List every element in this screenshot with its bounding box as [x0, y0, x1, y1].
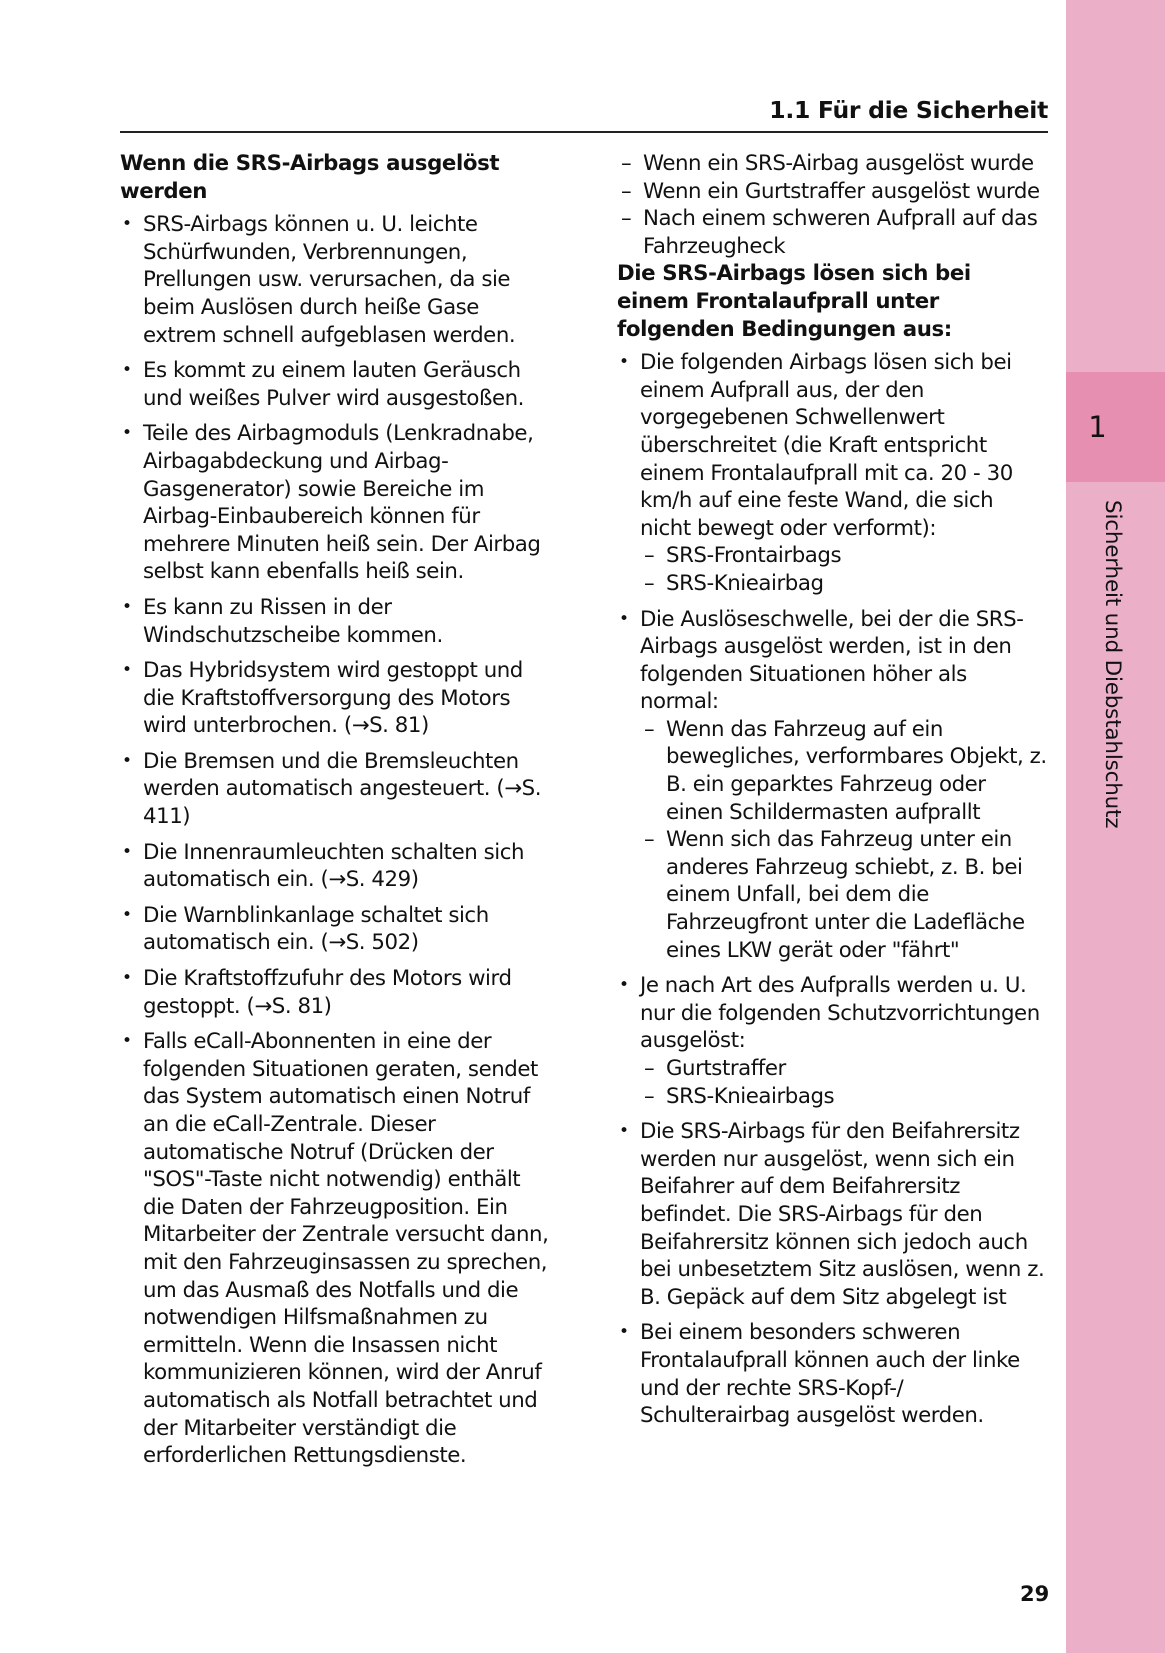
page-number: 29 — [1020, 1582, 1050, 1606]
sub-dash-list — [640, 716, 1047, 964]
continued-dash-list — [617, 150, 1047, 260]
list-item: • Es kommt zu einem lauten Geräusch und weißes Pulver wird ausgestoßen. — [120, 357, 550, 412]
list-item: • Falls eCall-Abonnenten in eine der folgenden Situationen geraten, sendet das System automatisch einen Notruf an die eCall-Zentrale. Dieser automatische Notruf (Drücken der "SOS"-Taste nicht notwendig) enthält die Daten der Fahrzeugposition. Ein Mitarbeiter der Zentrale versucht dann, mit den Fahrzeuginsassen zu sprechen, um das Ausmaß des Notfalls und die notwendigen Hilfsmaßnahmen zu ermitteln. Wenn die Insassen nicht kommunizieren können, wird der Anruf automatisch als Notfall betrachtet und der Mitarbeiter verständigt die erforderlichen Rettungsdienste. — [120, 1028, 550, 1470]
chapter-tab — [1066, 372, 1165, 482]
chapter-number: 1 — [1088, 410, 1107, 444]
left-bullet-list — [120, 211, 550, 1470]
left-heading: Wenn die SRS-Airbags ausgelöst werden — [120, 151, 500, 204]
list-item: • Die Auslöseschwelle, bei der die SRS-Airbags ausgelöst werden, ist in den folgenden Situationen höher als normal: – Wenn das Fahrzeug auf ein bewegliches, verformbares Objekt, z. B. ein geparktes Fahrzeug oder einen Schildermasten aufprallt – Wenn sich das Fahrzeug unter ein anderes Fahrzeug schiebt, z. B. bei einem Unfall, bei dem die Fahrzeugfront unter die Ladefläche eines LKW gerät oder "fährt" — [617, 606, 1047, 965]
dash-item: – SRS-Knieairbags — [640, 1083, 1047, 1111]
list-item: • Die Warnblinkanlage schaltet sich automatisch ein. (→S. 502) — [120, 902, 550, 957]
list-item: • Die SRS-Airbags für den Beifahrersitz werden nur ausgelöst, wenn sich ein Beifahrer auf dem Beifahrersitz befindet. Die SRS-Airbags für den Beifahrersitz können sich jedoch auch bei unbesetztem Sitz auslösen, wenn z. B. Gepäck auf dem Sitz abgelegt ist — [617, 1118, 1047, 1311]
dash-item: – Wenn das Fahrzeug auf ein bewegliches, verformbares Objekt, z. B. ein geparktes Fahrzeug oder einen Schildermasten aufprallt — [640, 716, 1047, 826]
list-item: • Die Bremsen und die Bremsleuchten werden automatisch angesteuert. (→S. 411) — [120, 748, 550, 831]
left-column — [120, 150, 550, 1478]
chapter-title-vertical: Sicherheit und Diebstahlschutz — [1100, 500, 1125, 829]
list-item: • Die Innenraumleuchten schalten sich automatisch ein. (→S. 429) — [120, 839, 550, 894]
list-item: • Die Kraftstoffzufuhr des Motors wird gestoppt. (→S. 81) — [120, 965, 550, 1020]
list-item: • Das Hybridsystem wird gestoppt und die Kraftstoffversorgung des Motors wird unterbrochen. (→S. 81) — [120, 657, 550, 740]
right-heading: Die SRS-Airbags lösen sich bei einem Frontalaufprall unter folgenden Bedingungen aus: — [617, 261, 971, 342]
list-item: • Teile des Airbagmoduls (Lenkradnabe, Airbagabdeckung und Airbag-Gasgenerator) sowie Bereiche im Airbag-Einbaubereich können für mehrere Minuten heiß sein. Der Airbag selbst kann ebenfalls heiß sein. — [120, 420, 550, 586]
dash-item: – Gurtstraffer — [640, 1055, 1047, 1083]
header-divider — [120, 131, 1048, 133]
sub-dash-list — [640, 542, 1047, 597]
dash-item: – SRS-Knieairbag — [640, 570, 1047, 598]
sub-dash-list — [640, 1055, 1047, 1110]
dash-item: – Wenn ein SRS-Airbag ausgelöst wurde — [617, 150, 1047, 178]
dash-item: – SRS-Frontairbags — [640, 542, 1047, 570]
list-item: • Je nach Art des Aufpralls werden u. U. nur die folgenden Schutzvorrichtungen ausgelöst: – Gurtstraffer – SRS-Knieairbags — [617, 972, 1047, 1110]
dash-item: – Wenn ein Gurtstraffer ausgelöst wurde — [617, 178, 1047, 206]
dash-item: – Nach einem schweren Aufprall auf das Fahrzeugheck — [617, 205, 1047, 260]
right-column — [617, 150, 1047, 1438]
list-item: • SRS-Airbags können u. U. leichte Schürfwunden, Verbrennungen, Prellungen usw. verursachen, da sie beim Auslösen durch heiße Gase extrem schnell aufgeblasen werden. — [120, 211, 550, 349]
list-item: • Bei einem besonders schweren Frontalaufprall können auch der linke und der rechte SRS-Kopf-/ Schulterairbag ausgelöst werden. — [617, 1319, 1047, 1429]
list-item: • Die folgenden Airbags lösen sich bei einem Aufprall aus, der den vorgegebenen Schwellenwert überschreitet (die Kraft entspricht einem Frontalaufprall mit ca. 20 - 30 km/h auf eine feste Wand, die sich nicht bewegt oder verformt): – SRS-Frontairbags – SRS-Knieairbag — [617, 349, 1047, 597]
dash-item: – Wenn sich das Fahrzeug unter ein anderes Fahrzeug schiebt, z. B. bei einem Unfall, bei dem die Fahrzeugfront unter die Ladefläche eines LKW gerät oder "fährt" — [640, 826, 1047, 964]
list-item: • Es kann zu Rissen in der Windschutzscheibe kommen. — [120, 594, 550, 649]
right-bullet-list — [617, 349, 1047, 1430]
section-title: 1.1 Für die Sicherheit — [769, 96, 1048, 124]
